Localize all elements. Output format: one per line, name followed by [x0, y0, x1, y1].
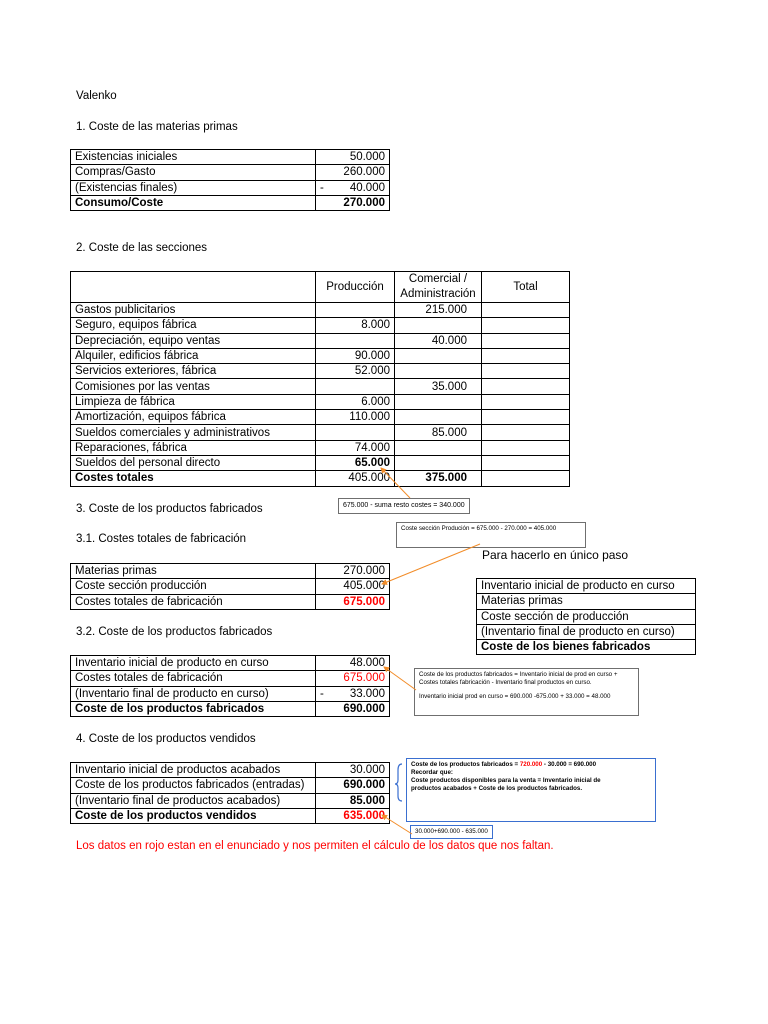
row-label: Seguro, equipos fábrica — [71, 318, 316, 333]
company-name: Valenko — [76, 90, 117, 102]
row-label: Inventario inicial de producto en curso — [477, 579, 696, 594]
row-value: 675.000 — [316, 594, 390, 609]
row-value: 260.000 — [316, 165, 390, 180]
section-3-2-title: 3.2. Coste de los productos fabricados — [76, 626, 273, 638]
prod-value: 110.000 — [316, 410, 395, 425]
com-value: 375.000 — [395, 471, 482, 486]
row-label: Existencias iniciales — [71, 150, 316, 165]
row-label: Reparaciones, fábrica — [71, 440, 316, 455]
arrow-note-5 — [382, 815, 412, 834]
note-text-red: 720.000 — [519, 761, 543, 768]
row-value: 675.000 — [316, 671, 390, 686]
prod-value: 90.000 — [316, 348, 395, 363]
note-text: 30.000+690.000 - 635.000 — [415, 828, 488, 835]
com-value: 85.000 — [395, 425, 482, 440]
minus-sign: - — [320, 181, 324, 194]
row-value: 270.000 — [316, 564, 390, 579]
header-comercial-line2: Administración — [400, 288, 476, 300]
minus-sign: - — [320, 687, 324, 700]
prod-value: 52.000 — [316, 364, 395, 379]
row-label: Limpieza de fábrica — [71, 394, 316, 409]
note-text: 675.000 - suma resto costes = 340.000 — [343, 502, 465, 509]
note-text: Recordar que: — [411, 769, 453, 776]
row-label: Compras/Gasto — [71, 165, 316, 180]
row-label: Servicios exteriores, fábrica — [71, 364, 316, 379]
row-label: Costes totales — [71, 471, 316, 486]
note-text: Coste productos disponibles para la venta = Inventario inicial de — [411, 777, 601, 784]
row-label: (Inventario final de producto en curso) — [477, 624, 696, 639]
row-value: 690.000 — [316, 778, 390, 793]
row-value: 635.000 — [316, 808, 390, 823]
row-label: Alquiler, edificios fábrica — [71, 348, 316, 363]
row-label: Coste de los productos vendidos — [71, 808, 316, 823]
row-label: (Existencias finales) — [71, 180, 316, 195]
row-value: 270.000 — [316, 195, 390, 210]
row-label: Materias primas — [71, 564, 316, 579]
row-value: 33.000 — [349, 687, 385, 700]
row-label: (Inventario final de productos acabados) — [71, 793, 316, 808]
row-value: 48.000 — [316, 656, 390, 671]
row-value: 30.000 — [316, 763, 390, 778]
row-label: Costes totales de fabricación — [71, 594, 316, 609]
section-3-1-title: 3.1. Costes totales de fabricación — [76, 533, 247, 545]
row-label: Costes totales de fabricación — [71, 671, 316, 686]
row-label: Materias primas — [477, 594, 696, 609]
com-value: 215.000 — [395, 303, 482, 318]
row-value: 405.000 — [316, 579, 390, 594]
single-step-title: Para hacerlo en único paso — [482, 548, 629, 562]
note-text: Costes totales fabricación - Inventario final productos en curso. — [419, 679, 592, 686]
row-label: Inventario inicial de productos acabados — [71, 763, 316, 778]
header-comercial-line1: Comercial / — [408, 273, 468, 285]
header-total: Total — [482, 272, 570, 303]
row-label: Coste sección de producción — [477, 609, 696, 624]
com-value: 40.000 — [395, 333, 482, 348]
prod-value: 74.000 — [316, 440, 395, 455]
prod-value: 8.000 — [316, 318, 395, 333]
header-produccion: Producción — [316, 272, 395, 303]
row-label: Coste de los productos fabricados — [71, 701, 316, 716]
note-text: - 30.000 = 690.000 — [542, 761, 597, 768]
row-label: Coste de los productos fabricados (entradas) — [71, 778, 316, 793]
row-value: 690.000 — [316, 701, 390, 716]
row-value: 50.000 — [316, 150, 390, 165]
prod-value: 65.000 — [316, 455, 395, 470]
note-text: productos acabados + Coste de los productos fabricados. — [411, 785, 583, 792]
prod-value: 405.000 — [316, 471, 395, 486]
note-text: Coste sección Produción = 675.000 - 270.000 = 405.000 — [401, 525, 557, 532]
arrow-note-1 — [381, 468, 410, 498]
row-label: Inventario inicial de producto en curso — [71, 656, 316, 671]
section-2-title: 2. Coste de las secciones — [76, 242, 208, 254]
row-label: Consumo/Coste — [71, 195, 316, 210]
row-label: Sueldos del personal directo — [71, 455, 316, 470]
note-text: Inventario inicial prod en curso = 690.000 -675.000 + 33.000 = 48.000 — [419, 693, 611, 700]
row-value: 85.000 — [316, 793, 390, 808]
row-label: Coste de los bienes fabricados — [477, 640, 696, 655]
note-text: Coste de los productos fabricados = Inventario inicial de prod en curso + — [419, 671, 618, 678]
row-label: Coste sección producción — [71, 579, 316, 594]
footer-note: Los datos en rojo estan en el enunciado y nos permiten el cálculo de los datos que nos faltan. — [76, 840, 554, 852]
section-4-title: 4. Coste de los productos vendidos — [76, 733, 256, 745]
row-label: Depreciación, equipo ventas — [71, 333, 316, 348]
note-text: Coste de los productos fabricados = — [411, 761, 520, 768]
brace-icon — [395, 764, 402, 801]
row-label: Sueldos comerciales y administrativos — [71, 425, 316, 440]
prod-value: 6.000 — [316, 394, 395, 409]
row-label: Comisiones por las ventas — [71, 379, 316, 394]
row-label: Amortización, equipos fábrica — [71, 410, 316, 425]
row-label: (Inventario final de producto en curso) — [71, 686, 316, 701]
arrow-note-2 — [382, 544, 480, 584]
row-value: 40.000 — [349, 181, 385, 194]
arrow-note-3 — [384, 667, 416, 690]
section-1-title: 1. Coste de las materias primas — [76, 121, 238, 133]
row-label: Gastos publicitarios — [71, 303, 316, 318]
com-value: 35.000 — [395, 379, 482, 394]
section-3-title: 3. Coste de los productos fabricados — [76, 503, 263, 515]
